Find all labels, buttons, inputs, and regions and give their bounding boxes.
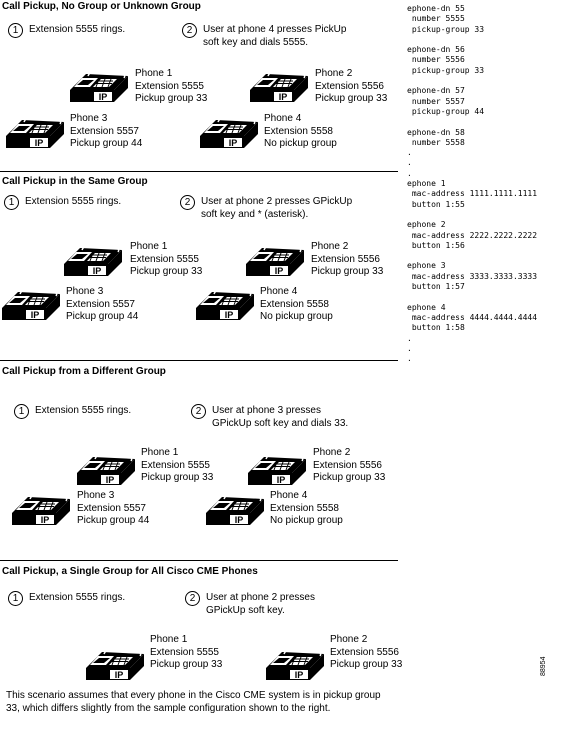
config-line [407,35,537,45]
step-text: soft key and * (asterisk). [201,209,309,220]
figure-id: 88954 [540,656,547,676]
phone-1-label [135,68,207,106]
phone-extension: Extension 5555 [141,459,210,471]
phone-pickup-group: Pickup group 33 [313,472,386,483]
config-line: pickup-group 33 [407,24,485,34]
phone-2-label [313,447,385,485]
ip-phone-icon [62,240,124,280]
config-line: ephone-dn 55 [407,4,465,13]
svg-text:IP: IP [228,138,238,148]
config-line: button 1:57 [407,282,465,292]
svg-text:IP: IP [294,670,304,680]
config-line: button 1:58 [407,323,465,333]
ip-phone-icon [204,489,266,529]
config-line: ephone-dn 57 [407,86,465,96]
svg-text:IP: IP [40,515,50,525]
section-2-step-1 [4,195,121,210]
config-line: ephone 2 [407,220,446,230]
config-line [407,117,537,127]
config-line [407,76,537,86]
phone-name: Phone 1 [141,447,179,458]
phone-extension: Extension 5557 [70,125,139,137]
config-line: ephone 3 [407,261,446,271]
section-4-title: Call Pickup, a Single Group for All Cisco CME Phones [2,566,258,577]
step-number-badge: 2 [191,404,206,419]
step-number-badge: 1 [8,23,23,38]
config-line [407,210,537,220]
phone-pickup-group: No pickup group [260,311,333,322]
phone-pickup-group: Pickup group 33 [315,93,388,104]
config-line: . [407,354,412,364]
phone-pickup-group: Pickup group 33 [141,472,214,483]
phone-extension: Extension 5556 [311,253,380,265]
config-line: ephone-dn 56 [407,45,465,55]
svg-text:IP: IP [224,310,234,320]
phone-2-label [330,634,402,672]
config-line: . [407,343,412,353]
phone-pickup-group: Pickup group 44 [66,311,139,322]
config-line: ephone 1 [407,179,446,189]
phone-name: Phone 2 [330,634,368,645]
phone-1-label [130,241,202,279]
config-line: ephone 4 [407,302,446,312]
phone-extension: Extension 5557 [66,298,135,310]
ip-phone-icon [248,66,310,106]
step-number-badge: 1 [4,195,19,210]
config-line: . [407,148,412,158]
phone-2-label [315,68,387,106]
config-line: mac-address 2222.2222.2222 [407,230,538,240]
section-divider [0,360,398,361]
section-4-step-2 [185,591,315,617]
section-3-title: Call Pickup from a Different Group [2,366,166,377]
phone-pickup-group: Pickup group 44 [77,515,150,526]
phone-pickup-group: Pickup group 33 [150,659,223,670]
config-line: pickup-group 33 [407,65,485,75]
ip-phone-icon [84,644,146,684]
phone-extension: Extension 5555 [130,253,199,265]
step-text: User at phone 2 presses [206,592,315,603]
step-text: GPickUp soft key. [206,605,285,616]
svg-text:IP: IP [114,670,124,680]
svg-text:IP: IP [234,515,244,525]
section-1-step-1 [8,23,125,38]
scenario-note [6,690,381,715]
step-number-badge: 1 [14,404,29,419]
note-line: This scenario assumes that every phone in the Cisco CME system is in pickup group [6,690,381,701]
phone-pickup-group: Pickup group 44 [70,138,143,149]
phone-extension: Extension 5556 [315,80,384,92]
ip-phone-icon [75,449,137,489]
phone-extension: Extension 5558 [264,125,333,137]
svg-text:IP: IP [276,475,286,485]
ip-phone-icon [194,284,256,324]
phone-extension: Extension 5558 [260,298,329,310]
step-number-badge: 2 [182,23,197,38]
phone-name: Phone 4 [260,286,298,297]
ip-phone-icon [10,489,72,529]
config-line: number 5556 [407,55,465,65]
ip-phone-icon [68,66,130,106]
config-line: number 5558 [407,137,465,147]
phone-pickup-group: Pickup group 33 [330,659,403,670]
ip-phone-icon [246,449,308,489]
phone-extension: Extension 5558 [270,502,339,514]
config-line: . [407,168,412,178]
phone-name: Phone 3 [66,286,104,297]
phone-name: Phone 2 [311,241,349,252]
phone-4-label [270,490,343,528]
phone-pickup-group: Pickup group 33 [311,266,384,277]
phone-name: Phone 3 [77,490,115,501]
config-line: mac-address 4444.4444.4444 [407,312,538,322]
svg-text:IP: IP [278,92,288,102]
step-text: Extension 5555 rings. [29,24,126,35]
phone-name: Phone 2 [315,68,353,79]
svg-text:IP: IP [274,266,284,276]
svg-text:IP: IP [105,475,115,485]
section-4-step-1 [8,591,125,606]
phone-extension: Extension 5555 [135,80,204,92]
config-line [407,292,537,302]
step-text: GPickUp soft key and dials 33. [212,418,349,429]
phone-pickup-group: No pickup group [264,138,337,149]
phone-3-label [77,490,149,528]
phone-4-label [260,286,333,324]
step-number-badge: 1 [8,591,23,606]
section-3-step-2 [191,404,348,430]
ip-phone-icon [4,112,66,152]
phone-name: Phone 3 [70,113,108,124]
phone-extension: Extension 5555 [150,646,219,658]
note-line: 33, which differs slightly from the sample configuration shown to the right. [6,702,331,714]
phone-1-label [141,447,213,485]
config-line: button 1:55 [407,199,465,209]
phone-pickup-group: Pickup group 33 [135,93,208,104]
phone-extension: Extension 5556 [313,459,382,471]
step-number-badge: 2 [185,591,200,606]
section-3-step-1 [14,404,131,419]
ip-phone-icon [244,240,306,280]
section-2-title: Call Pickup in the Same Group [2,176,148,187]
phone-3-label [66,286,138,324]
section-divider [0,171,398,172]
svg-text:IP: IP [92,266,102,276]
config-listing [407,4,537,364]
section-1-title: Call Pickup, No Group or Unknown Group [2,1,201,12]
config-line: ephone-dn 58 [407,127,465,137]
config-line: mac-address 3333.3333.3333 [407,271,538,281]
config-line: mac-address 1111.1111.1111 [407,189,538,199]
ip-phone-icon [0,284,62,324]
phone-name: Phone 4 [270,490,308,501]
step-text: Extension 5555 rings. [29,592,126,603]
section-divider [0,560,398,561]
phone-extension: Extension 5557 [77,502,146,514]
step-text: Extension 5555 rings. [35,405,132,416]
ip-phone-icon [198,112,260,152]
config-line: button 1:56 [407,240,465,250]
phone-pickup-group: No pickup group [270,515,343,526]
phone-name: Phone 2 [313,447,351,458]
phone-3-label [70,113,142,151]
step-text: soft key and dials 5555. [203,37,309,48]
config-line: pickup-group 44 [407,106,485,116]
config-line: number 5557 [407,96,465,106]
config-line: . [407,158,412,168]
phone-name: Phone 1 [130,241,168,252]
phone-pickup-group: Pickup group 33 [130,266,203,277]
phone-2-label [311,241,383,279]
phone-extension: Extension 5556 [330,646,399,658]
step-text: User at phone 4 presses PickUp [203,24,347,35]
svg-text:IP: IP [34,138,44,148]
phone-name: Phone 4 [264,113,302,124]
ip-phone-icon [264,644,326,684]
phone-name: Phone 1 [135,68,173,79]
section-2-step-2 [180,195,352,221]
phone-1-label [150,634,222,672]
step-text: User at phone 3 presses [212,405,321,416]
step-text: User at phone 2 presses GPickUp [201,196,353,207]
config-line [407,251,537,261]
section-1-step-2 [182,23,346,49]
phone-4-label [264,113,337,151]
config-line: number 5555 [407,14,465,24]
svg-text:IP: IP [98,92,108,102]
step-text: Extension 5555 rings. [25,196,122,207]
step-number-badge: 2 [180,195,195,210]
phone-name: Phone 1 [150,634,188,645]
svg-text:IP: IP [30,310,40,320]
config-line: . [407,333,412,343]
